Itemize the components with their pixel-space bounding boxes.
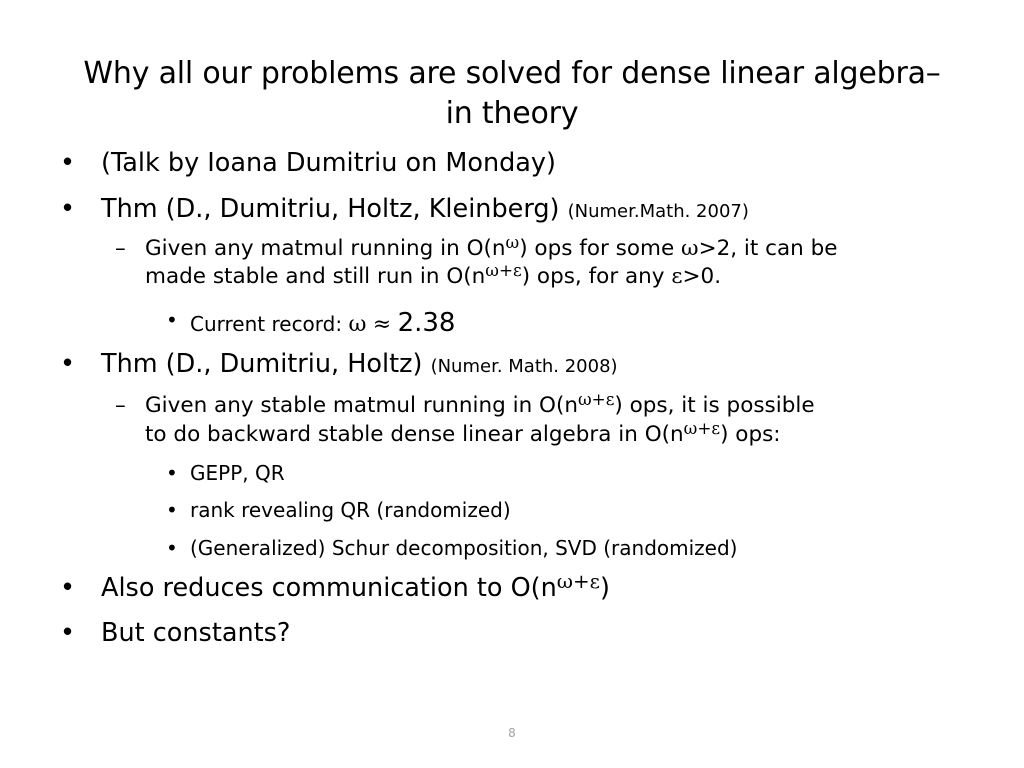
subsubbullet-current-record: • Current record: ω ≈ 2.38	[190, 310, 455, 336]
omega-symbol: ω	[681, 236, 699, 261]
citation: (Numer. Math. 2008)	[430, 356, 618, 377]
omega-plus-epsilon-symbol: ω+ε	[683, 418, 721, 439]
epsilon-symbol: ε	[671, 264, 683, 289]
subbullet-given-stable-line2: to do backward stable dense linear algebra in $O(n^{\omega+\varepsilon})$ ops:	[145, 418, 781, 447]
title-line-1: Why all our problems are solved for dense linear algebra–	[83, 56, 941, 91]
subsubbullet-schur-svd: • (Generalized) Schur decomposition, SVD (randomized)	[190, 538, 737, 558]
omega-symbol: ω	[348, 312, 367, 337]
page-number: 8	[508, 726, 516, 740]
omega-symbol: ω	[505, 232, 520, 253]
bullet-communication: • Also reduces communication to $O(n^{\omega+\varepsilon})$	[101, 576, 610, 602]
omega-plus-epsilon-symbol: ω+ε	[485, 260, 522, 281]
subbullet-given-stable-line1: – Given any stable matmul running in $O(n^{\omega+\varepsilon})$ ops, it is possible	[145, 395, 815, 417]
subbullet-given-matmul-line1: – Given any matmul running in $O(n^\omega)$ ops for some ω>2, it can be	[145, 238, 838, 260]
subsubbullet-rank-revealing-qr: • rank revealing QR (randomized)	[190, 500, 511, 520]
approx-symbol: ≈	[372, 312, 392, 337]
subbullet-given-matmul-line2: made stable and still run in $O(n^{\omega+\varepsilon})$ ops, for any ε>0.	[145, 260, 722, 289]
subsubbullet-gepp-qr: • GEPP, QR	[190, 463, 285, 483]
bullet-thm-ddh: • Thm (D., Dumitriu, Holtz) (Numer. Math. 2008)	[101, 352, 618, 378]
omega-plus-epsilon-symbol: ω+ε	[556, 570, 600, 594]
slide-title	[0, 54, 1024, 134]
bullet-constants: • But constants?	[101, 621, 290, 647]
bullet-thm-ddhk: • Thm (D., Dumitriu, Holtz, Kleinberg) (Numer.Math. 2007)	[101, 197, 749, 223]
title-line-2: in theory	[445, 96, 579, 131]
omega-plus-epsilon-symbol: ω+ε	[578, 389, 615, 410]
bullet-talk: • (Talk by Ioana Dumitriu on Monday)	[101, 151, 556, 177]
citation: (Numer.Math. 2007)	[567, 201, 749, 222]
